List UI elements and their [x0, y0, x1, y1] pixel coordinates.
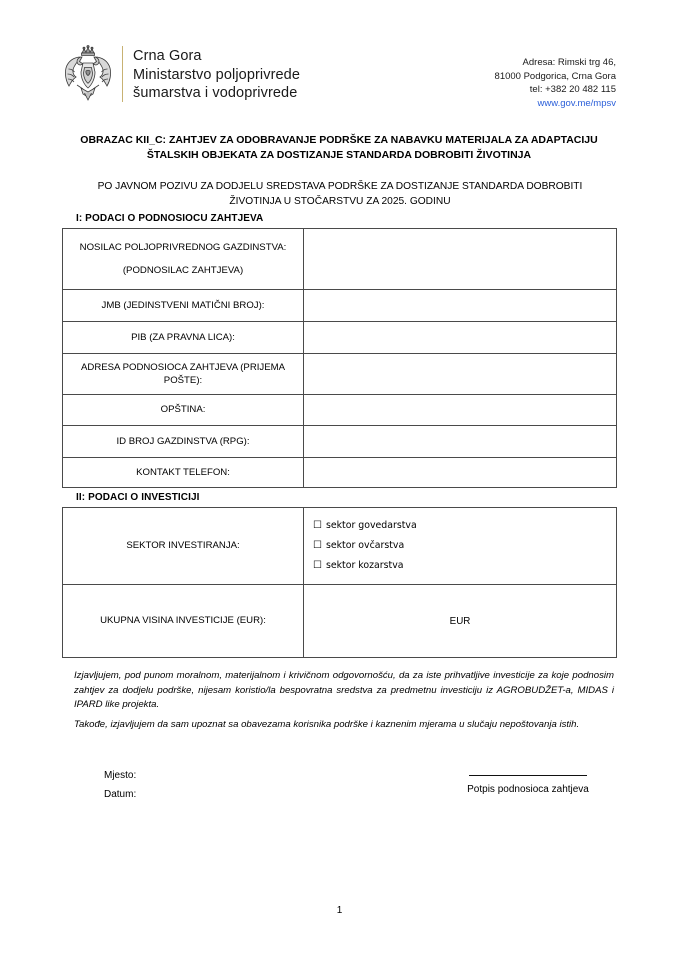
signature-block [440, 766, 616, 795]
ministry-name-block [133, 44, 300, 104]
address-line-1: Adresa: Rimski trg 46, [522, 57, 616, 68]
table-row [63, 354, 617, 395]
ministry-name-line2: šumarstva i vodoprivrede [133, 85, 298, 101]
page-number: 1 [336, 905, 343, 916]
checkbox-icon[interactable]: ☐ [313, 520, 322, 531]
checkbox-icon[interactable]: ☐ [313, 560, 322, 571]
field-holder-phone[interactable] [304, 458, 617, 488]
document-header [62, 44, 616, 110]
signature-caption: Potpis podnosioca zahtjeva [467, 784, 589, 795]
address-line-2: 81000 Podgorica, Crna Gora [494, 70, 616, 82]
sector-options-cell [304, 508, 617, 585]
checkbox-label: sektor kozarstva [325, 560, 404, 571]
address-phone: tel: +382 20 482 115 [529, 84, 616, 95]
place-date-block [104, 766, 136, 804]
field-rpg-boxes[interactable] [304, 426, 617, 458]
investment-data-table [62, 507, 617, 658]
table-row [63, 458, 617, 488]
form-title: OBRAZAC KII_C: ZAHTJEV ZA ODOBRAVANJE PODRŠKE ZA NABAVKU MATERIJALA ZA ADAPTACIJU ŠTALSKIH OBJEKATA ZA DOSTIZANJE STANDARDA DOBROBITI ŽIVOTINJA [80, 134, 598, 161]
declaration-paragraph-1: Izjavljujem, pod punom moralnom, materijalnom i krivičnom odgovornošću, da za iste prihvatljive investicije za koje podnosim zahtjev za dodjelu podrške, nijesam koristio/la bespovratna sredstva za predmetnu investiciju iz AGROBUDŽET-a, MIDAS i IPARD like projekta. [74, 670, 614, 710]
table-row [63, 395, 617, 426]
table-row [63, 322, 617, 354]
signature-line[interactable] [469, 775, 587, 776]
applicant-data-table [62, 228, 617, 488]
table-row [63, 508, 617, 585]
row-label-sector: SEKTOR INVESTIRANJA: [63, 508, 304, 585]
place-label: Mjesto: [104, 770, 137, 781]
currency-label: EUR [449, 615, 471, 627]
declaration-paragraph-2: Takođe, izjavljujem da sam upoznat sa obavezama korisnika podrške i kaznenim mjerama u slučaju nepoštovanja istih. [74, 719, 580, 730]
row-label-total-amount: UKUPNA VISINA INVESTICIJE (EUR): [63, 585, 304, 658]
sector-checkbox-group [304, 508, 616, 584]
row-label-address: ADRESA PODNOSIOCA ZAHTJEVA (PRIJEMA POŠTE): [63, 354, 304, 395]
field-holder-address[interactable] [304, 354, 617, 395]
checkbox-option-ovcarstvo[interactable] [313, 536, 616, 556]
montenegro-coat-of-arms-icon [62, 44, 114, 104]
row-label-jmb: JMB (JEDINSTVENI MATIČNI BROJ): [63, 290, 304, 322]
date-label: Datum: [104, 789, 137, 800]
checkbox-icon[interactable]: ☐ [313, 540, 322, 551]
row-label-rpg: ID BROJ GAZDINSTVA (RPG): [63, 426, 304, 458]
brand-divider [122, 46, 123, 102]
row-label-holder [63, 229, 304, 290]
field-pib-boxes[interactable] [304, 322, 617, 354]
table-row [63, 290, 617, 322]
row-label-phone: KONTAKT TELEFON: [63, 458, 304, 488]
ministry-name-line1: Ministarstvo poljoprivrede [133, 67, 300, 83]
section-2-heading: II: PODACI O INVESTICIJI [76, 492, 200, 503]
table-row [63, 585, 617, 658]
row-label-text: NOSILAC POLJOPRIVREDNOG GAZDINSTVA: [79, 242, 287, 253]
field-jmb-boxes[interactable] [304, 290, 617, 322]
ministry-branding [62, 44, 300, 104]
field-total-amount[interactable] [304, 585, 617, 658]
checkbox-label: sektor ovčarstva [325, 540, 405, 551]
field-holder-name[interactable] [304, 229, 617, 290]
field-holder-municipality[interactable] [304, 395, 617, 426]
form-subtitle: PO JAVNOM POZIVU ZA DODJELU SREDSTAVA PODRŠKE ZA DOSTIZANJE STANDARDA DOBROBITI ŽIVOTINJA U STOČARSTVU ZA 2025. GODINU [97, 181, 583, 207]
table-row [63, 426, 617, 458]
section-1-heading: I: PODACI O PODNOSIOCU ZAHTJEVA [76, 213, 264, 224]
row-label-subtext: (PODNOSILAC ZAHTJEVA) [122, 264, 244, 276]
country-name: Crna Gora [133, 48, 202, 64]
checkbox-label: sektor govedarstva [325, 520, 417, 531]
checkbox-option-kozarstvo[interactable] [313, 556, 616, 576]
row-label-pib: PIB (ZA PRAVNA LICA): [63, 322, 304, 354]
checkbox-option-govedarstvo[interactable] [313, 516, 616, 536]
ministry-address-block [495, 44, 616, 110]
row-label-municipality: OPŠTINA: [63, 395, 304, 426]
table-row [63, 229, 617, 290]
ministry-website-link[interactable]: www.gov.me/mpsv [537, 97, 616, 109]
